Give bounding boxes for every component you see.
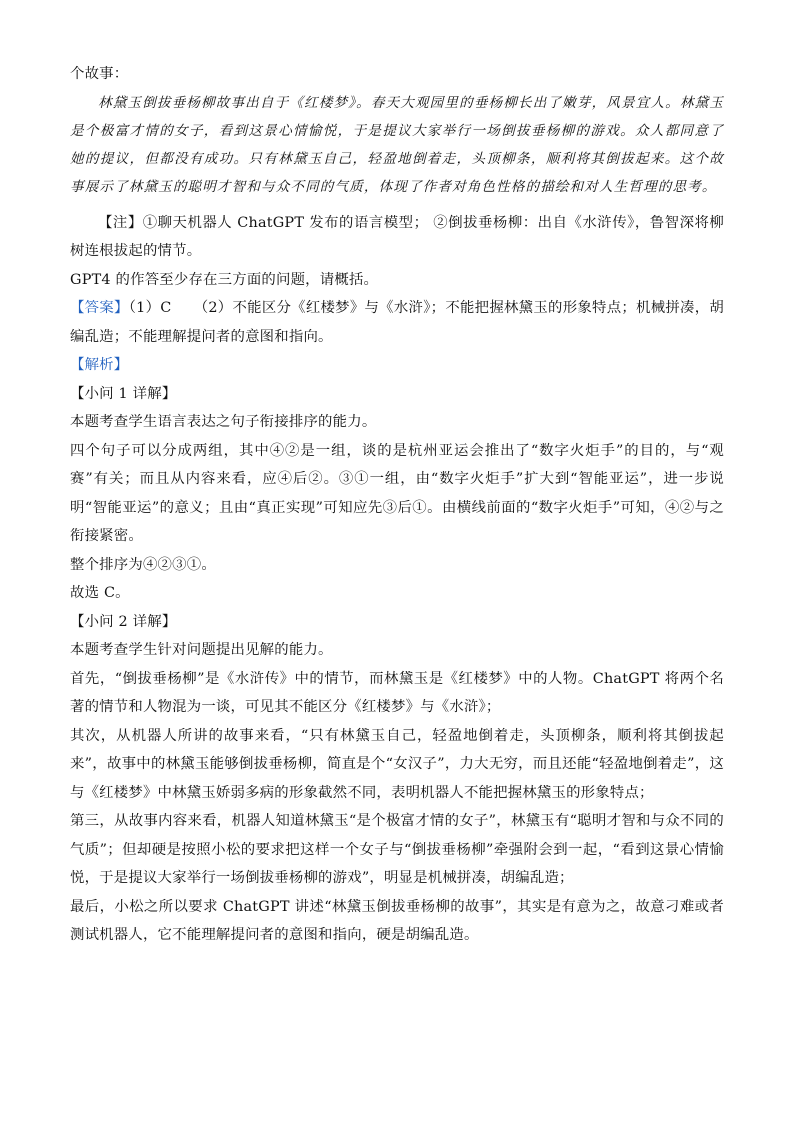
- q2-paragraph-3: 第三，从故事内容来看，机器人知道林黛玉“是个极富才情的女子”，林黛玉有“聪明才智和与众不同的气质”；但却硬是按照小松的要求把这样一个女子与“倒拔垂杨柳”牵强附会到一起，“看到这景心情愉悦，于是提议大家举行一场倒拔垂杨柳的游戏”，明显是机械拼凑，胡编乱造；: [70, 813, 724, 886]
- q2-paragraph-4: 最后，小松之所以要求 ChatGPT 讲述“林黛玉倒拔垂杨柳的故事”，其实是有意为之，故意刁难或者测试机器人，它不能理解提问者的意图和指向，硬是胡编乱造。: [70, 898, 724, 943]
- intro-line: 个故事：: [70, 66, 129, 82]
- q1-body: 四个句子可以分成两组，其中④②是一组，谈的是杭州亚运会推出了“数字火炬手”的目的，与“观赛”有关；而且从内容来看，应④后②。③①一组，由“数字火炬手”扩大到“智能亚运”，进一步说明“智能亚运”的意义；且由“真正实现”可知应先③后①。由横线前面的“数字火炬手”可知，④②与之衔接紧密。: [70, 442, 724, 544]
- ai-story: 林黛玉倒拔垂杨柳故事出自于《红楼梦》。春天大观园里的垂杨柳长出了嫩芽，风景宜人。林黛玉是个极富才情的女子，看到这景心情愉悦，于是提议大家举行一场倒拔垂杨柳的游戏。众人都同意了她的提议，但都没有成功。只有林黛玉自己，轻盈地倒着走，头顶柳条，顺利将其倒拔起来。这个故事展示了林黛玉的聪明才智和与众不同的气质，体现了作者对角色性格的描绘和对人生哲理的思考。: [70, 94, 724, 195]
- q2-label: 【小问 2 详解】: [70, 613, 177, 630]
- q1-choice: 故选 C。: [70, 585, 130, 601]
- q1-intro: 本题考查学生语言表达之句子衔接排序的能力。: [70, 414, 377, 430]
- document-page: [70, 60, 724, 950]
- note: 【注】①聊天机器人 ChatGPT 发布的语言模型； ②倒拔垂杨柳：出自《水浒传》，鲁智深将柳树连根拔起的情节。: [70, 214, 724, 259]
- q2-intro: 本题考查学生针对问题提出见解的能力。: [70, 642, 333, 658]
- question: GPT4 的作答至少存在三方面的问题，请概括。: [70, 271, 379, 288]
- q2-paragraph-2: 其次，从机器人所讲的故事来看，“只有林黛玉自己，轻盈地倒着走，头顶柳条，顺利将其倒拔起来”，故事中的林黛玉能够倒拔垂杨柳，简直是个“女汉子”，力大无穷，而且还能“轻盈地倒着走”，这与《红楼梦》中林黛玉娇弱多病的形象截然不同，表明机器人不能把握林黛玉的形象特点；: [70, 727, 724, 801]
- answer-label: 【答案】: [70, 300, 129, 316]
- analysis-label: 【解析】: [70, 357, 129, 373]
- q2-paragraph-1: 首先，“倒拔垂杨柳”是《水浒传》中的情节，而林黛玉是《红楼梦》中的人物。ChatGPT 将两个名著的情节和人物混为一谈，可见其不能区分《红楼梦》与《水浒》；: [70, 670, 724, 715]
- answer-text: （1）C （2）不能区分《红楼梦》与《水浒》；不能把握林黛玉的形象特点；机械拼凑，胡编乱造；不能理解提问者的意图和指向。: [70, 300, 724, 345]
- answer: [70, 294, 724, 351]
- q1-label: 【小问 1 详解】: [70, 385, 177, 402]
- spacer: [70, 201, 724, 209]
- q1-order: 整个排序为④②③①。: [70, 556, 216, 573]
